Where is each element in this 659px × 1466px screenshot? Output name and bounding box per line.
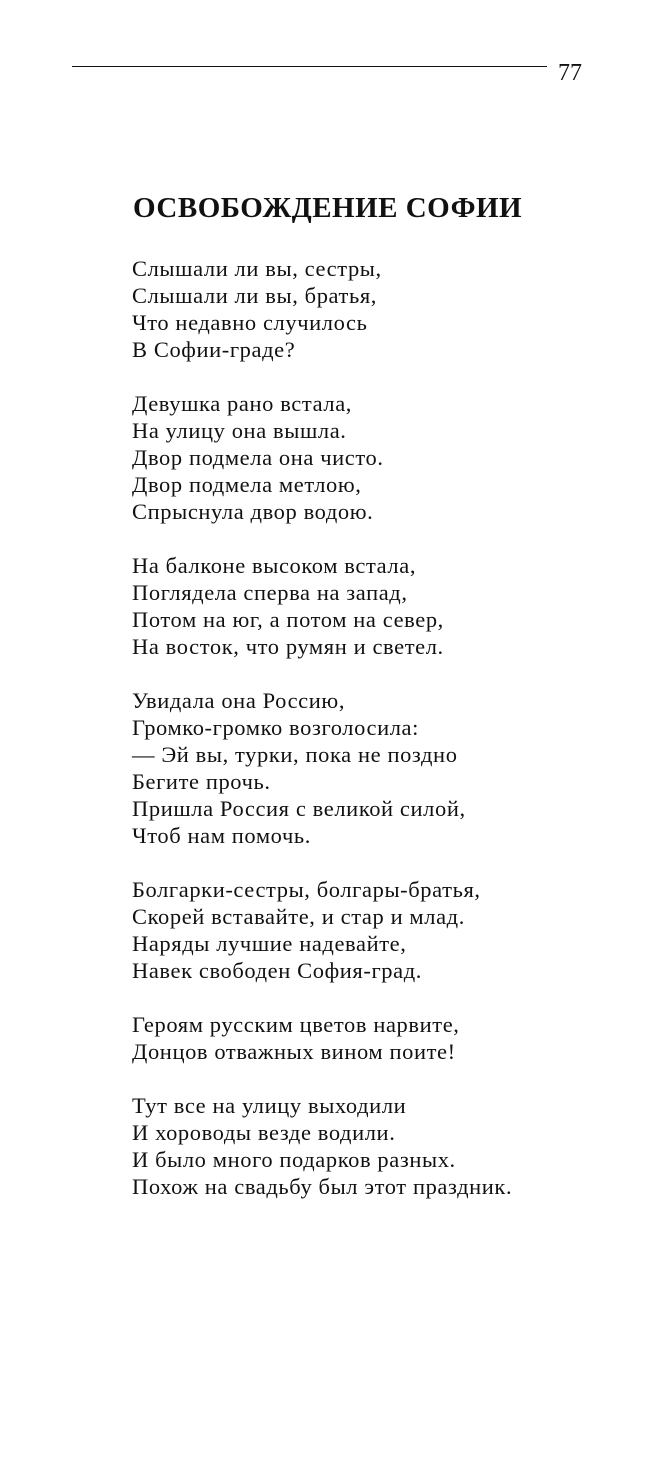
poem-line: Чтоб нам помочь. xyxy=(132,823,311,848)
poem-line: Слышали ли вы, братья, xyxy=(132,283,378,308)
stanza xyxy=(132,552,632,660)
poem-line: Поглядела сперва на запад, xyxy=(132,580,408,605)
stanza xyxy=(132,876,632,984)
poem-body xyxy=(132,255,632,1227)
poem-line: Тут все на улицу выходили xyxy=(132,1093,407,1118)
poem-line: Героям русским цветов нарвите, xyxy=(132,1012,460,1037)
poem-line: Навек свободен София-град. xyxy=(132,958,422,983)
poem-line: Что недавно случилось xyxy=(132,310,368,335)
poem-line: Спрыснула двор водою. xyxy=(132,499,374,524)
poem-line: На балконе высоком встала, xyxy=(132,553,417,578)
poem-line: Увидала она Россию, xyxy=(132,688,346,713)
poem-title: ОСВОБОЖДЕНИЕ СОФИИ xyxy=(133,192,523,224)
poem-line: Двор подмела она чисто. xyxy=(132,445,384,470)
poem-line: В Софии-граде? xyxy=(132,337,296,362)
poem-line: Похож на свадьбу был этот праздник. xyxy=(132,1174,513,1199)
poem-line: Скорей вставайте, и стар и млад. xyxy=(132,904,465,929)
poem-line: И хороводы везде водили. xyxy=(132,1120,396,1145)
poem-line: Наряды лучшие надевайте, xyxy=(132,931,407,956)
poem-line: И было много подарков разных. xyxy=(132,1147,456,1172)
poem-line: Громко-громко возголосила: xyxy=(132,715,419,740)
poem-line: На улицу она вышла. xyxy=(132,418,347,443)
header-rule xyxy=(72,66,547,67)
poem-line: — Эй вы, турки, пока не поздно xyxy=(132,742,458,767)
poem-line: Двор подмела метлою, xyxy=(132,472,362,497)
stanza xyxy=(132,1011,632,1065)
poem-line: Девушка рано встала, xyxy=(132,391,353,416)
poem-line: Донцов отважных вином поите! xyxy=(132,1039,456,1064)
poem-line: На восток, что румян и светел. xyxy=(132,634,444,659)
poem-line: Слышали ли вы, сестры, xyxy=(132,256,382,281)
poem-line: Пришла Россия с великой силой, xyxy=(132,796,466,821)
stanza xyxy=(132,687,632,849)
page-number: 77 xyxy=(558,60,582,86)
stanza xyxy=(132,390,632,525)
stanza xyxy=(132,1092,632,1200)
poem-line: Бегите прочь. xyxy=(132,769,271,794)
poem-line: Болгарки-сестры, болгары-братья, xyxy=(132,877,481,902)
poem-line: Потом на юг, а потом на север, xyxy=(132,607,444,632)
stanza xyxy=(132,255,632,363)
